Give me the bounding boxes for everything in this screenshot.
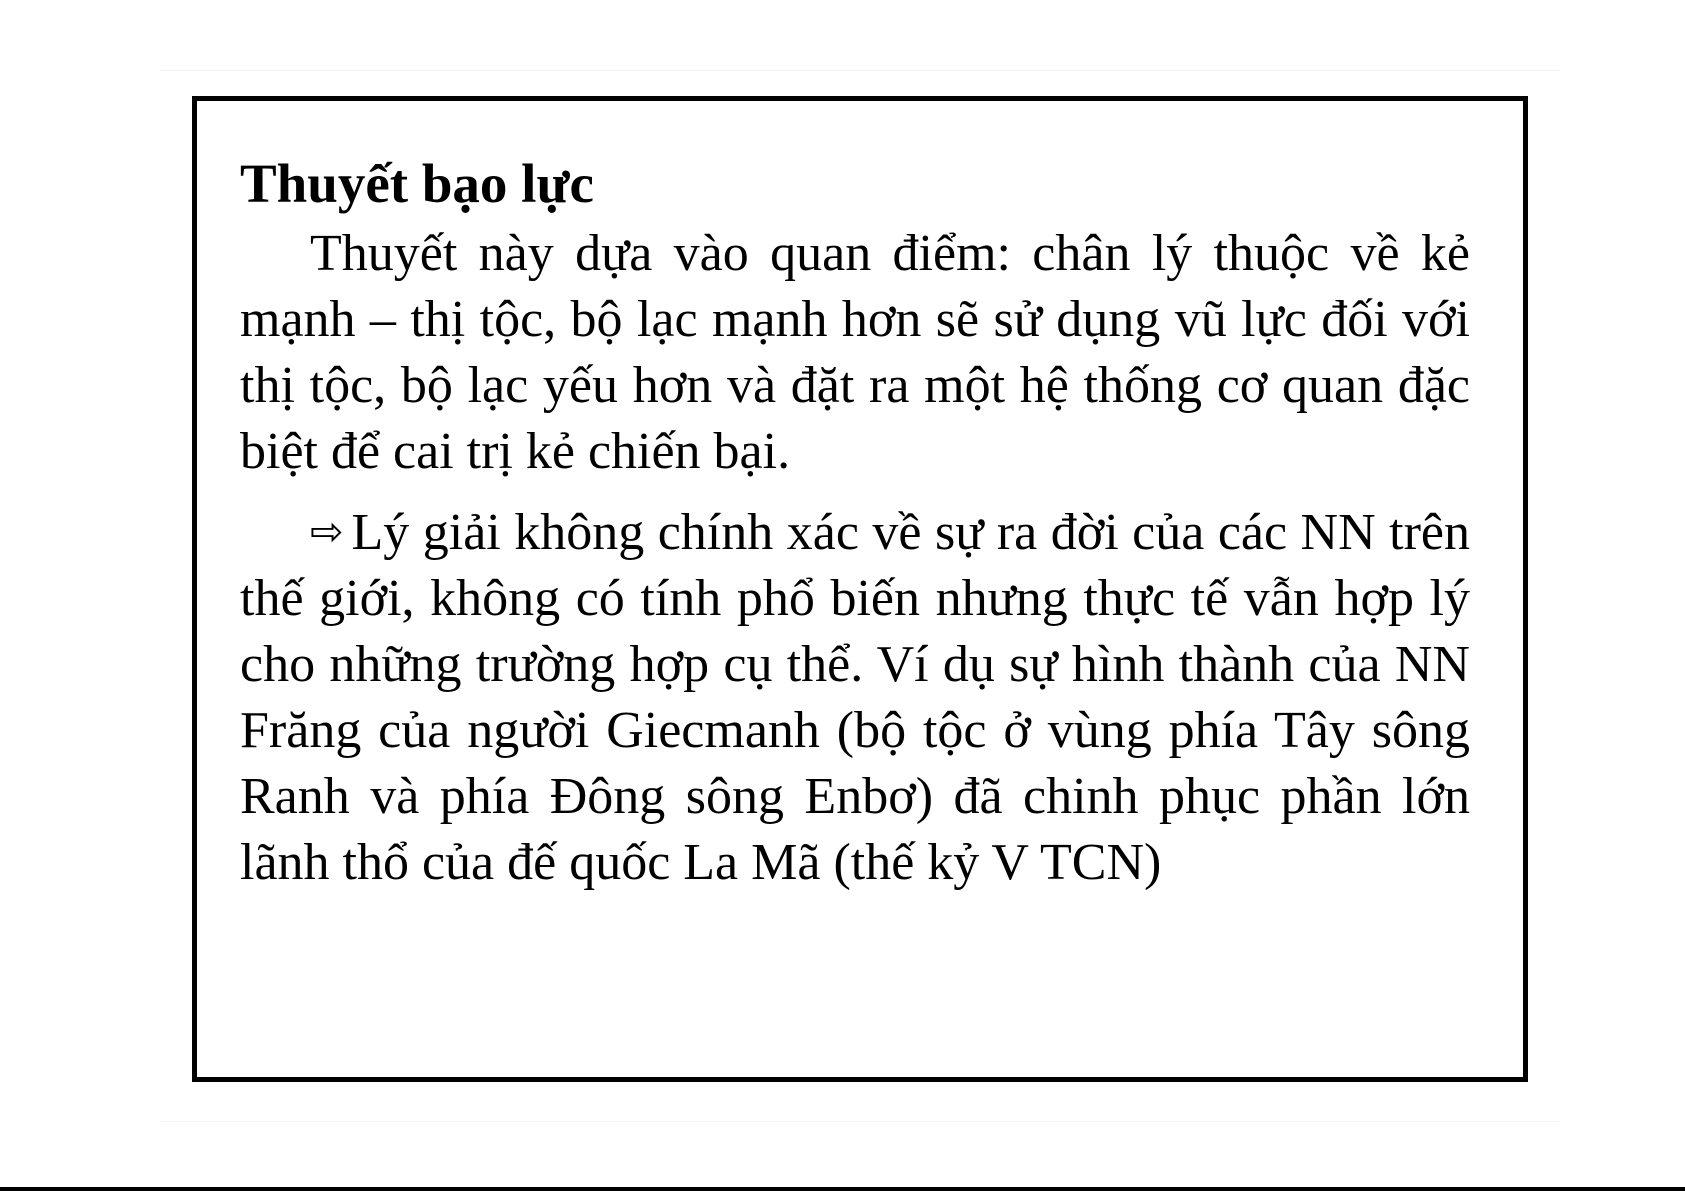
paragraph-assessment [240,499,1470,896]
paragraph-theory: Thuyết này dựa vào quan điểm: chân lý thuộc về kẻ mạnh – thị tộc, bộ lạc mạnh hơn sẽ sử dụng vũ lực đối với thị tộc, bộ lạc yếu hơn và đặt ra một hệ thống cơ quan đặc biệt để cai trị kẻ chiến bại. [240,225,1470,480]
text-frame [192,96,1528,1082]
assessment-text: Lý giải không chính xác về sự ra đời của các NN trên thế giới, không có tính phổ biến nhưng thực tế vẫn hợp lý cho những trường hợp cụ thể. Ví dụ sự hình thành của NN Frăng của người Giecmanh (bộ tộc ở vùng phía Tây sông Ranh và phía Đông sông Enbơ) đã chinh phục phần lớn lãnh thổ của đế quốc La Mã (thế kỷ V TCN) [240,504,1470,891]
bottom-edge-bar [0,1187,1685,1191]
frame-content [240,151,1470,896]
right-arrow-icon: ⇨ [310,509,344,555]
section-heading: Thuyết bạo lực [240,153,594,214]
